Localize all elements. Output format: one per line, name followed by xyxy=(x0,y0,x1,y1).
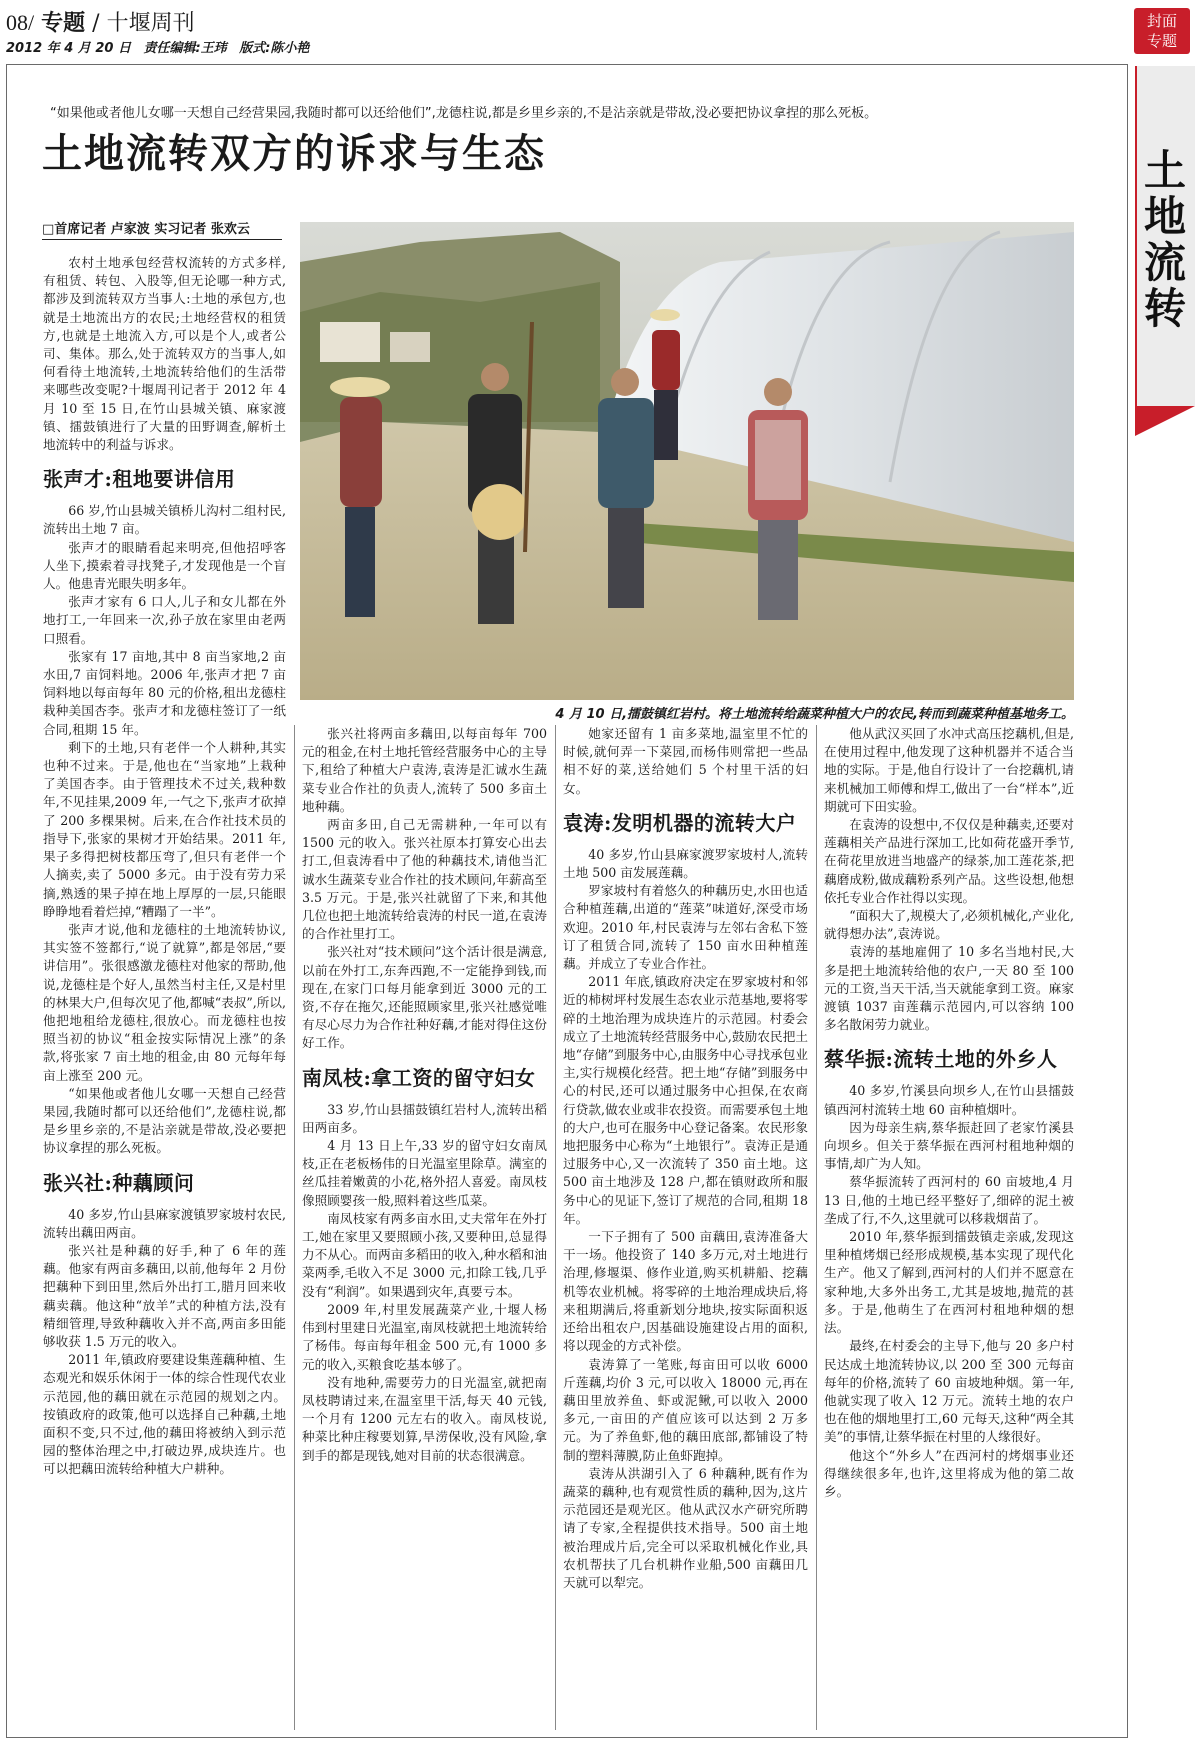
side-tab-char: 土 xyxy=(1143,146,1186,195)
editor-credit: 责任编辑:王玮 xyxy=(143,41,227,56)
body-paragraph: 在袁涛的设想中,不仅仅是种藕卖,还要对莲藕相关产品进行深加工,比如荷花盛开季节,在荷花里放进当地盛产的绿茶,加工莲花茶,把藕磨成粉,做成藕粉系列产品。这些设想,他想依托专业合作社得以实现。 xyxy=(824,817,1074,905)
section-name: 专题 xyxy=(41,11,86,36)
side-tab-char: 地 xyxy=(1143,192,1186,241)
article-byline: □首席记者 卢家波 实习记者 张欢云 xyxy=(42,218,282,240)
side-tab-char: 流 xyxy=(1143,238,1186,287)
body-paragraph: 40 多岁,竹溪县向坝乡人,在竹山县擂鼓镇西河村流转土地 60 亩种植烟叶。 xyxy=(824,1083,1074,1117)
body-paragraph: 剩下的土地,只有老伴一个人耕种,其实也种不过来。于是,他也在“当家地”上栽种了美国杏李。由于管理技术不过关,栽种数年,不见挂果,2009 年,一气之下,张声才砍掉了 200 多棵果树。后来,在合作社技术员的指导下,张家的果树才开始结果。2011 年,果子多得把树枝都压弯了,但只有老伴一个人摘卖,卖了 5000 多元。由于没有劳力采摘,熟透的果子掉在地上厚厚的一层,只能眼睁睁地看着烂掉,“糟蹋了一半”。 xyxy=(43,739,286,919)
body-paragraph: 40 多岁,竹山县麻家渡罗家坡村人,流转土地 500 亩发展莲藕。 xyxy=(563,846,808,881)
body-paragraph: 最终,在村委会的主导下,他与 20 多户村民达成土地流转协议,以 200 至 300 元每亩每年的价格,流转了 60 亩坡地种烟。第一年,他就实现了收入 12 万元。流转土地的农户也在他的烟地里打工,60 元每天,这种“两全其美”的事情,让蔡华振在村里的人缘很好。 xyxy=(824,1338,1074,1445)
body-paragraph: 33 岁,竹山县擂鼓镇红岩村人,流转出稻田两亩多。 xyxy=(302,1101,547,1135)
section-separator: / xyxy=(92,11,100,36)
layout-credit: 版式:陈小艳 xyxy=(239,41,310,56)
body-paragraph: 一下子拥有了 500 亩藕田,袁涛准备大干一场。他投资了 140 多万元,对土地进行治理,修堰渠、修作业道,购买机耕船、挖藕机等农业机械。将零碎的土地治理成块后,将来租期满后,将重新划分地块,按实际面积返还给出租农户,因基础设施建设占用的面积,将以现金的方式补偿。 xyxy=(563,1229,808,1354)
body-paragraph: 张声才说,他和龙德柱的土地流转协议,其实签不签都行,“说了就算”,都是邻居,“要讲信用”。张很感激龙德柱对他家的帮助,他说,龙德柱是个好人,虽然当村主任,又是村里的林果大户,但每次见了他,都喊“表叔”,所以,他把地租给龙德柱,很放心。而龙德柱也按照当初的协议“租金按实际情况上涨”的条款,将张家 7 亩土地的租金,由 80 元每年每亩上涨至 200 元。 xyxy=(43,921,286,1083)
body-paragraph: 袁涛算了一笔账,每亩田可以收 6000 斤莲藕,均价 3 元,可以收入 18000 元,再在藕田里放养鱼、虾或泥鳅,可以收入 2000 多元,一亩田的产值应该可以达到 2 万多元。为了养鱼虾,他的藕田底部,都铺设了特制的塑料薄膜,防止鱼虾跑掉。 xyxy=(563,1356,808,1463)
photo-caption: 4 月 10 日,擂鼓镇红岩村。将土地流转给蔬菜种植大户的农民,转而到蔬菜种植基地务工。 xyxy=(555,707,1074,722)
body-paragraph: 他从武汉买回了水冲式高压挖藕机,但是,在使用过程中,他发现了这种机器并不适合当地的实际。于是,他自行设计了一台挖藕机,请来机械加工师傅和焊工,做出了一台“样本”,近期就可下田实验。 xyxy=(824,726,1074,814)
intro-paragraph: 农村土地承包经营权流转的方式多样,有租赁、转包、入股等,但无论哪一种方式,都涉及到流转双方当事人:土地的承包方,也就是土地流出方的农民;土地经营权的租赁方,也就是土地流入方,可以是个人,或者公司、集体。那么,处于流转双方的当事人,如何看待土地流转,土地流转给他们的生活带来哪些改变呢?十堰周刊记者于 2012 年 4 月 10 至 15 日,在竹山县城关镇、麻家渡镇、擂鼓镇进行了大量的田野调查,解析土地流转中的利益与诉求。 xyxy=(43,255,286,453)
article-headline: 土地流转双方的诉求与生态 xyxy=(42,130,546,177)
body-paragraph: 因为母亲生病,蔡华振赶回了老家竹溪县向坝乡。但关于蔡华振在西河村租地种烟的事情,却广为人知。 xyxy=(824,1119,1074,1172)
photo-illustration xyxy=(300,222,1074,700)
text-column-4 xyxy=(824,725,1074,1730)
body-paragraph: 南凤枝家有两多亩水田,丈夫常年在外打工,她在家里又要照顾小孩,又要种田,总显得力不从心。而两亩多稻田的收入,种水稻和油菜两季,毛收入不足 3000 元,扣除工钱,几乎没有“利润”。如果遇到灾年,真要亏本。 xyxy=(302,1210,547,1299)
body-paragraph: 袁涛的基地雇佣了 10 多名当地村民,大多是把土地流转给他的农户,一天 80 至 100 元的工资,当天干活,当天就能拿到工资。麻家渡镇 1037 亩莲藕示范园内,可以容纳 100 多名散闲劳力就业。 xyxy=(824,944,1074,1033)
photo-house xyxy=(320,322,380,362)
body-paragraph: 66 岁,竹山县城关镇桥儿沟村二组村民,流转出土地 7 亩。 xyxy=(43,503,286,537)
body-paragraph: 2011 年,镇政府要建设集莲藕种植、生态观光和娱乐休闲于一体的综合性现代农业示范园,他的藕田就在示范园的规划之内。按镇政府的政策,他可以选择自己种藕,土地面积不变,只不过,他的藕田将被纳入到示范园的整体治理之中,打破边界,成块连片。也可以把藕田流转给种植大户耕种。 xyxy=(43,1352,286,1477)
body-paragraph: 他这个“外乡人”在西河村的烤烟事业还得继续很多年,也许,这里将成为他的第二故乡。 xyxy=(824,1447,1074,1499)
section-title-yuan-tao: 袁涛:发明机器的流转大户 xyxy=(563,810,797,835)
column-rule xyxy=(816,725,817,1730)
column-rule xyxy=(555,725,556,1730)
side-tab-text xyxy=(1139,148,1191,332)
badge-line-2: 专题 xyxy=(1146,32,1177,50)
body-paragraph: 蔡华振流转了西河村的 60 亩坡地,4 月 13 日,他的土地已经平整好了,细碎的泥土被垄成了行,不久,这里就可以移栽烟苗了。 xyxy=(824,1174,1074,1226)
page-header xyxy=(6,4,1126,60)
article-kicker: “如果他或者他儿女哪一天想自己经营果园,我随时都可以还给他们”,龙德柱说,都是乡里乡亲的,不是沾亲就是带故,没必要把协议拿捏的那么死板。 xyxy=(50,106,878,121)
section-title-nan-fengzhi: 南凤枝:拿工资的留守妇女 xyxy=(302,1065,536,1090)
body-paragraph: 40 多岁,竹山县麻家渡镇罗家坡村农民,流转出藕田两亩。 xyxy=(43,1206,286,1240)
column-rule xyxy=(294,725,295,1730)
badge-line-1: 封面 xyxy=(1146,12,1177,30)
body-paragraph: 张兴社是种藕的好手,种了 6 年的莲藕。他家有两亩多藕田,以前,他每年 2 月份把藕种下到田里,然后外出打工,腊月回来收藕卖藕。他这种“放羊”式的种植方法,没有精细管理,导致种藕收入并不高,两亩多田能够收获 1.5 万元的收入。 xyxy=(43,1242,286,1349)
section-title-zhang-xingshe: 张兴社:种藕顾问 xyxy=(43,1170,195,1195)
section-title-zhang-shengcai: 张声才:租地要讲信用 xyxy=(43,467,236,492)
side-tab-triangle xyxy=(1135,406,1195,436)
body-paragraph: 张声才的眼睛看起来明亮,但他招呼客人坐下,摸索着寻找凳子,才发现他是一个盲人。他患青光眼失明多年。 xyxy=(43,539,286,592)
side-tab xyxy=(1135,66,1195,446)
body-paragraph: 张兴社将两亩多藕田,以每亩每年 700 元的租金,在村土地托管经营服务中心的主导下,租给了种植大户袁涛,袁涛是汇诚水生蔬菜专业合作社的负责人,流转了 500 多亩土地种藕。 xyxy=(302,726,547,814)
page-number: 08/ xyxy=(6,10,35,35)
body-paragraph: 袁涛从洪湖引入了 6 种藕种,既有作为蔬菜的藕种,也有观赏性质的藕种,因为,这片示范园还是观光区。他从武汉水产研究所聘请了专家,全程提供技术指导。500 亩土地被治理成片后,完全可以采取机械化作业,具农机帮扶了几台机耕作业船,500 亩藕田几天就可以犁完。 xyxy=(563,1465,808,1590)
body-paragraph: 张家有 17 亩地,其中 8 亩当家地,2 亩水田,7 亩饲料地。2006 年,张声才把 7 亩饲料地以每亩每年 80 元的价格,租出龙德柱栽种美国杏李。张声才和龙德柱签订了一纸合同,租期 15 年。 xyxy=(43,648,286,737)
side-tab-char: 转 xyxy=(1143,284,1186,333)
body-paragraph: 张声才家有 6 口人,儿子和女儿都在外地打工,一年回来一次,孙子放在家里由老两口照看。 xyxy=(43,594,286,646)
issue-date: 2012 年 4 月 20 日 xyxy=(6,41,131,56)
cover-topic-badge xyxy=(1134,8,1190,54)
body-paragraph: 没有地种,需要劳力的日光温室,就把南凤枝聘请过来,在温室里干活,每天 40 元钱,一个月有 1200 元左右的收入。南凤枝说,种菜比种庄稼要划算,旱涝保收,没有风险,拿到手的都是现钱,她对目前的状态很满意。 xyxy=(302,1374,547,1463)
issue-info xyxy=(6,37,317,56)
article-photo xyxy=(300,222,1074,700)
body-paragraph: “面积大了,规模大了,必须机械化,产业化,就得想办法”,袁涛说。 xyxy=(824,908,1074,942)
body-paragraph: 两亩多田,自己无需耕种,一年可以有 1500 元的收入。张兴社原本打算安心出去打工,但袁涛看中了他的种藕技术,请他当汇诚水生蔬菜专业合作社的技术顾问,年薪高至 3.5 万元。于是,张兴社就留了下来,和其他几位也把土地流转给袁涛的村民一道,在袁涛的合作社里打工。 xyxy=(302,817,547,942)
section-title-cai-huazhen: 蔡华振:流转土地的外乡人 xyxy=(824,1047,1058,1072)
text-column-1 xyxy=(43,254,286,1730)
body-paragraph: 4 月 13 日上午,33 岁的留守妇女南凤枝,正在老板杨伟的日光温室里除草。满室的丝瓜挂着嫩黄的小花,格外招人喜爱。南凤枝像照顾婴孩一般,照料着这些瓜菜。 xyxy=(302,1138,547,1208)
body-paragraph: 张兴社对“技术顾问”这个活计很是满意,以前在外打工,东奔西跑,不一定能挣到钱,而现在,在家门口每月能拿到近 3000 元的工资,不存在拖欠,还能照顾家里,张兴社感觉唯有尽心尽力为合作社种好藕,才能对得住这份好工作。 xyxy=(302,944,547,1051)
body-paragraph: “如果他或者他儿女哪一天想自己经营果园,我随时都可以还给他们”,龙德柱说,都是乡里乡亲的,不是沾亲就是带故,没必要把协议拿捏的那么死板。 xyxy=(43,1085,286,1156)
body-paragraph: 2009 年,村里发展蔬菜产业,十堰人杨伟到村里建日光温室,南凤枝就把土地流转给了杨伟。每亩每年租金 500 元,有 1000 多元的收入,买粮食吃基本够了。 xyxy=(302,1301,547,1372)
text-column-3 xyxy=(563,725,808,1730)
section-line xyxy=(6,6,195,37)
body-paragraph: 罗家坡村有着悠久的种藕历史,水田也适合种植莲藕,出道的“莲菜”味道好,深受市场欢迎。2010 年,村民袁涛与左邻右舍私下签订了租赁合同,流转了 150 亩水田种植莲藕。并成立了专业合作社。 xyxy=(563,883,808,972)
text-column-2 xyxy=(302,725,547,1730)
body-paragraph: 2011 年底,镇政府决定在罗家坡村和邻近的柿树坪村发展生态农业示范基地,要将零碎的土地治理为成块连片的示范园。村委会成立了土地流转经营服务中心,鼓励农民把土地“存储”到服务中心,由服务中心寻找承包业主,实行规模化经营。把土地“存储”到服务中心的村民,还可以通过服务中心担保,在农商行贷款,做农业或非农投资。而需要承包土地的大户,也可在服务中心登记备案。农民形象地把服务中心称为“土地银行”。袁涛正是通过服务中心,又一次流转了 350 亩土地。这 500 亩土地涉及 128 户,都在镇财政所和服务中心的见证下,签订了规范的合同,租期 18 年。 xyxy=(563,974,808,1226)
body-paragraph: 她家还留有 1 亩多菜地,温室里不忙的时候,就何弄一下菜园,而杨伟则常把一些品相不好的菜,送给她们 5 个村里干活的妇女。 xyxy=(563,726,808,796)
publication-name: 十堰周刊 xyxy=(106,11,195,36)
body-paragraph: 2010 年,蔡华振到擂鼓镇走亲戚,发现这里种植烤烟已经形成规模,基本实现了现代化生产。他又了解到,西河村的人们并不愿意在家种地,大多外出务工,尤其是坡地,抛荒的甚多。于是,他萌生了在西河村租地种烟的想法。 xyxy=(824,1229,1074,1336)
